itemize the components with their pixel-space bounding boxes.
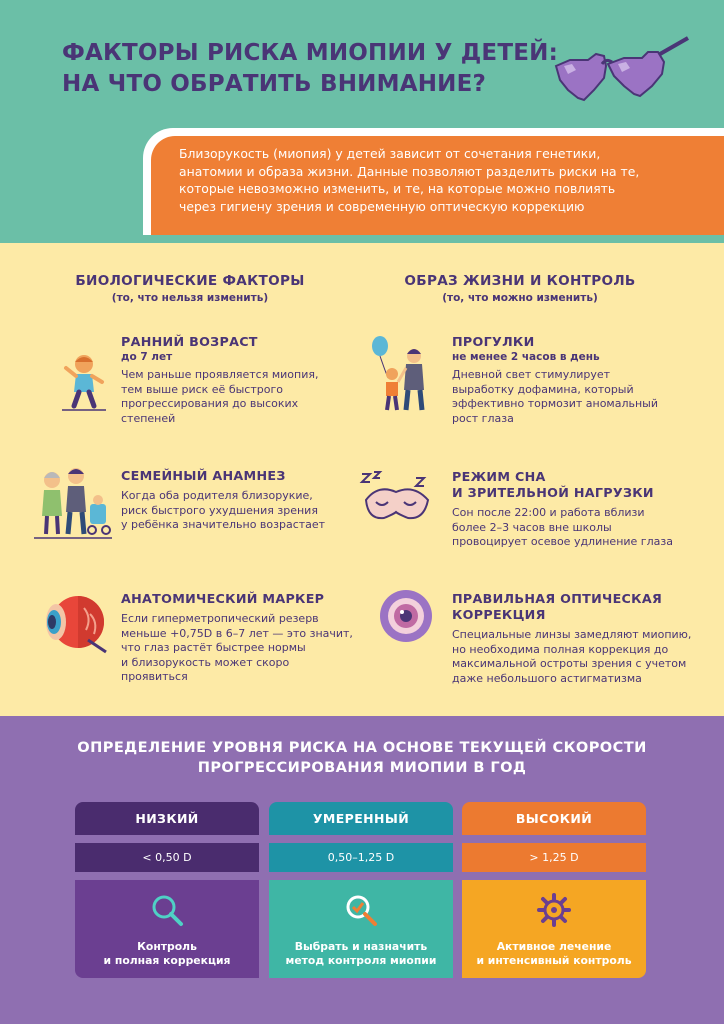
gear-icon bbox=[536, 892, 572, 928]
walk-balloon-icon bbox=[368, 334, 434, 414]
intro-text: Близорукость (миопия) у детей зависит от сочетания генетики, анатомии и образа жизни. Данные позволяют разделить риски на те, которые невозможно изменить, и те, на которые можно повлиять через гигиену зрения и современную оптическую коррекцию bbox=[151, 136, 724, 235]
factor-anatomical-marker: АНАТОМИЧЕСКИЙ МАРКЕР Если гиперметропический резерв меньше +0,75D в 6–7 лет — это значит, что глаз растёт быстрее нормы и близорукость может скоро проявиться bbox=[121, 591, 353, 684]
risk-low-value: < 0,50 D bbox=[75, 843, 259, 872]
child-icon bbox=[60, 352, 108, 412]
risk-low-action: Контроль и полная коррекция bbox=[75, 880, 259, 978]
factor-early-age: РАННИЙ ВОЗРАСТ до 7 лет Чем раньше проявляется миопия, тем выше риск её быстрого прогрессирования до высоких степеней bbox=[121, 334, 319, 425]
heart-glasses-icon bbox=[548, 30, 698, 110]
family-icon bbox=[34, 464, 112, 540]
factor-family-history: СЕМЕЙНЫЙ АНАМНЕЗ Когда оба родителя близорукие, риск быстрого ухудшения зрения у ребёнка значительно возрастает bbox=[121, 468, 326, 532]
eyeball-icon bbox=[40, 590, 108, 654]
risk-moderate-action: Выбрать и назначить метод контроля миопии bbox=[269, 880, 453, 978]
factor-walks: ПРОГУЛКИ не менее 2 часов в день Дневной свет стимулирует выработку дофамина, который эффективно тормозит аномальный рост глаза bbox=[452, 334, 659, 425]
risk-moderate-value: 0,50–1,25 D bbox=[269, 843, 453, 872]
lifestyle-heading: ОБРАЗ ЖИЗНИ И КОНТРОЛЬ (то, что можно изменить) bbox=[404, 273, 636, 304]
lens-eye-icon bbox=[378, 588, 434, 644]
risk-low-header: НИЗКИЙ bbox=[75, 802, 259, 835]
factor-sleep-load: РЕЖИМ СНА И ЗРИТЕЛЬНОЙ НАГРУЗКИ Сон после 22:00 и работа вблизи более 2–3 часов вне школы провоцирует осевое удлинение глаза bbox=[452, 469, 673, 549]
factor-optical-correction: ПРАВИЛЬНАЯ ОПТИЧЕСКАЯ КОРРЕКЦИЯ Специальные линзы замедляют миопию, но необходима полная коррекция до максимальной остроты зрения с учетом даже небольшого астигматизма bbox=[452, 591, 692, 685]
risk-high-action: Активное лечение и интенсивный контроль bbox=[462, 880, 646, 978]
risk-moderate-header: УМЕРЕННЫЙ bbox=[269, 802, 453, 835]
magnifier-check-icon bbox=[343, 892, 379, 928]
page-title: ФАКТОРЫ РИСКА МИОПИИ У ДЕТЕЙ: НА ЧТО ОБРАТИТЬ ВНИМАНИЕ? bbox=[62, 40, 558, 97]
risk-high-value: > 1,25 D bbox=[462, 843, 646, 872]
risk-high-header: ВЫСОКИЙ bbox=[462, 802, 646, 835]
magnifier-icon bbox=[149, 892, 185, 928]
risk-title: ОПРЕДЕЛЕНИЕ УРОВНЯ РИСКА НА ОСНОВЕ ТЕКУЩЕЙ СКОРОСТИ ПРОГРЕССИРОВАНИЯ МИОПИИ В ГОД bbox=[77, 739, 647, 776]
sleep-mask-icon bbox=[358, 470, 436, 530]
biological-heading: БИОЛОГИЧЕСКИЕ ФАКТОРЫ (то, что нельзя изменить) bbox=[75, 273, 305, 304]
